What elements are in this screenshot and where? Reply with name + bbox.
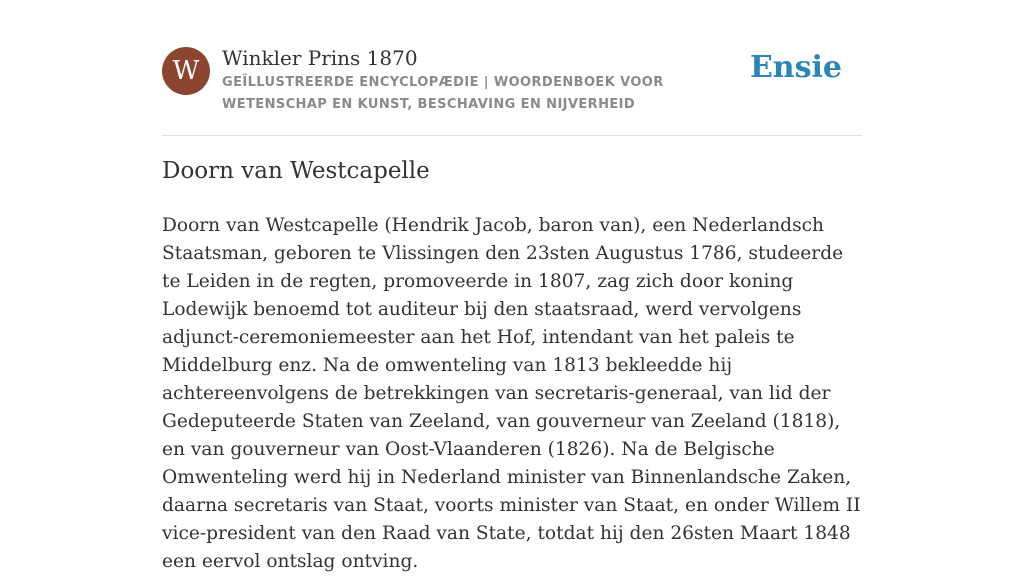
article-body: Doorn van Westcapelle (Hendrik Jacob, baron van), een Nederlandsch Staatsman, geboren te Vlissingen den 23sten Augustus 1786, studeerde te Leiden in de regten, promoveerde in 1807, zag zich door koning Lodewijk benoemd tot auditeur bij den staatsraad, werd vervolgens adjunct-ceremoniemeester aan het Hof, intendant van het paleis te Middelburg enz. Na de omwenteling van 1813 bekleedde hij achtereenvolgens de betrekkingen van secretaris-generaal, van lid der Gedeputeerde Staten van Zeeland, van gouverneur van Zeeland (1818), en van gouverneur van Oost-Vlaanderen (1826). Na de Belgische Omwenteling werd hij in Nederland minister van Binnenlandsche Zaken, daarna secretaris van Staat, voorts minister van Staat, en onder Willem II vice-president van den Raad van State, totdat hij den 26sten Maart 1848 een eervol ontslag ontving.: [162, 215, 861, 572]
source-header: [162, 44, 862, 136]
source-title[interactable]: Winkler Prins 1870: [222, 46, 418, 70]
article-title: Doorn van Westcapelle: [162, 158, 430, 184]
ensie-logo[interactable]: Ensie: [749, 50, 842, 85]
source-subtitle: GEÏLLUSTREERDE ENCYCLOPÆDIE | WOORDENBOEK VOOR WETENSCHAP EN KUNST, BESCHAVING EN NIJVERHEID: [222, 75, 664, 112]
avatar-letter: W: [172, 56, 200, 86]
source-avatar[interactable]: [162, 47, 210, 95]
